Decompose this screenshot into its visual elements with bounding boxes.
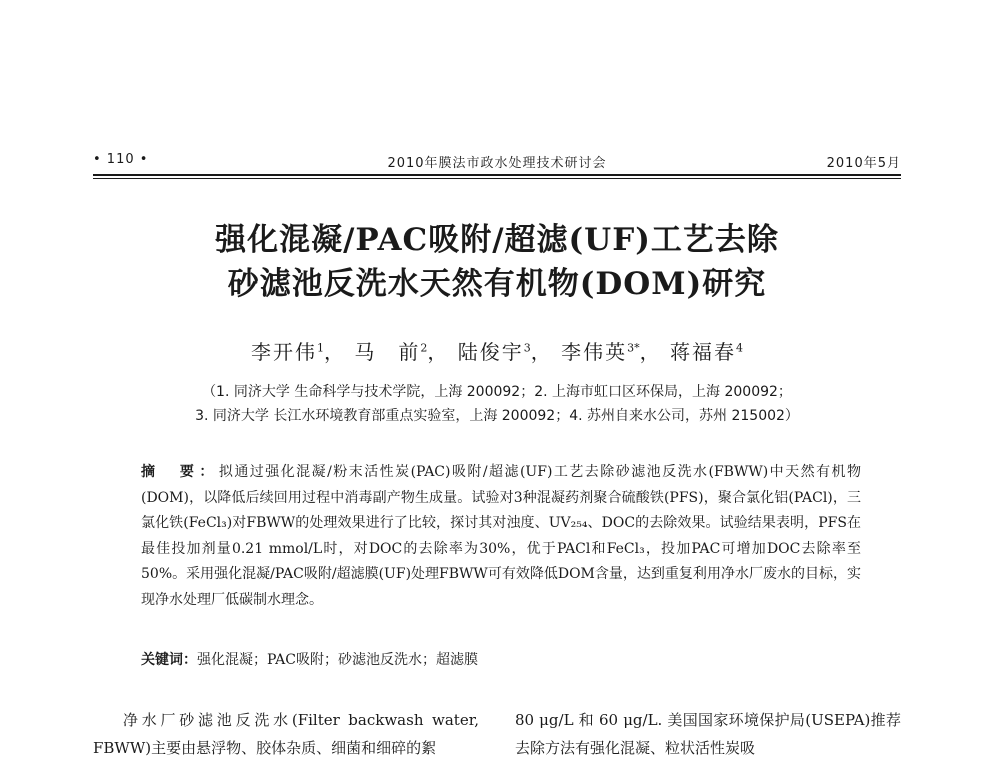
keywords bbox=[141, 648, 861, 672]
author-separator: ， bbox=[530, 340, 553, 364]
header-rule-thin bbox=[93, 178, 901, 179]
body-paragraph: 净水厂砂滤池反洗水(Filter backwash water, FBWW)主要由悬浮物、胶体杂质、细菌和细碎的絮 bbox=[93, 711, 479, 757]
author-name: 陆俊宇 bbox=[457, 340, 524, 364]
author-name: 李开伟 bbox=[251, 340, 318, 364]
keywords-text: 强化混凝；PAC吸附；砂滤池反洗水；超滤膜 bbox=[197, 652, 478, 668]
abstract-text: 拟通过强化混凝/粉末活性炭(PAC)吸附/超滤(UF)工艺去除砂滤池反洗水(FBWW)中天然有机物(DOM)，以降低后续回用过程中消毒副产物生成量。试验对3种混凝药剂聚合硫酸铁(PFS)，聚合氯化铝(PACl)，三氯化铁(FeCl₃)对FBWW的处理效果进行了比较，探讨其对浊度、UV₂₅₄、DOC的去除效果。试验结果表明，PFS在最佳投加剂量0.21 mmol/L时，对DOC的去除率为30%，优于PACl和FeCl₃，投加PAC可增加DOC去除率至50%。采用强化混凝/PAC吸附/超滤膜(UF)处理FBWW可有效降低DOM含量，达到重复利用净水厂废水的目标，实现净水处理厂低碳制水理念。 bbox=[141, 464, 861, 608]
author-separator: ， bbox=[639, 340, 662, 364]
header-rule-thick bbox=[93, 174, 901, 176]
author-affiliation-mark: 3* bbox=[627, 341, 640, 355]
author-affiliation-mark: 1 bbox=[317, 341, 325, 355]
body-paragraph: 80 μg/L 和 60 μg/L. 美国国家环境保护局(USEPA)推荐去除方法有强化混凝、粒状活性炭吸 bbox=[515, 711, 901, 757]
title-line-1: 强化混凝/PAC吸附/超滤(UF)工艺去除 bbox=[215, 222, 779, 258]
body-column-left bbox=[93, 706, 479, 760]
author-name: 马 前 bbox=[354, 340, 421, 364]
author-affiliation-mark: 4 bbox=[735, 341, 743, 355]
affiliation-line-1: （1. 同济大学 生命科学与技术学院，上海 200092；2. 上海市虹口区环保局，上海 200092； bbox=[202, 384, 792, 400]
body-text bbox=[93, 706, 901, 760]
author-separator: ， bbox=[427, 340, 450, 364]
author-name: 李伟英 bbox=[561, 340, 628, 364]
abstract-label: 摘 要： bbox=[141, 464, 219, 480]
abstract bbox=[141, 460, 861, 613]
running-header bbox=[93, 150, 901, 172]
author-affiliation-mark: 3 bbox=[523, 341, 531, 355]
affiliations bbox=[93, 380, 901, 428]
affiliation-line-2: 3. 同济大学 长江水环境教育部重点实验室，上海 200092；4. 苏州自来水公司，苏州 215002） bbox=[195, 408, 799, 424]
keywords-label: 关键词： bbox=[141, 652, 197, 668]
body-column-right bbox=[515, 706, 901, 760]
title-line-2: 砂滤池反洗水天然有机物(DOM)研究 bbox=[227, 266, 767, 302]
conference-name: 2010年膜法市政水处理技术研讨会 bbox=[387, 156, 607, 171]
author-affiliation-mark: 2 bbox=[420, 341, 428, 355]
page-number: • 110 • bbox=[93, 152, 149, 167]
author-name: 蒋福春 bbox=[669, 340, 736, 364]
author-separator: ， bbox=[324, 340, 347, 364]
issue-date: 2010年5月 bbox=[826, 156, 901, 171]
paper-title bbox=[93, 218, 901, 306]
author-list bbox=[93, 336, 901, 365]
